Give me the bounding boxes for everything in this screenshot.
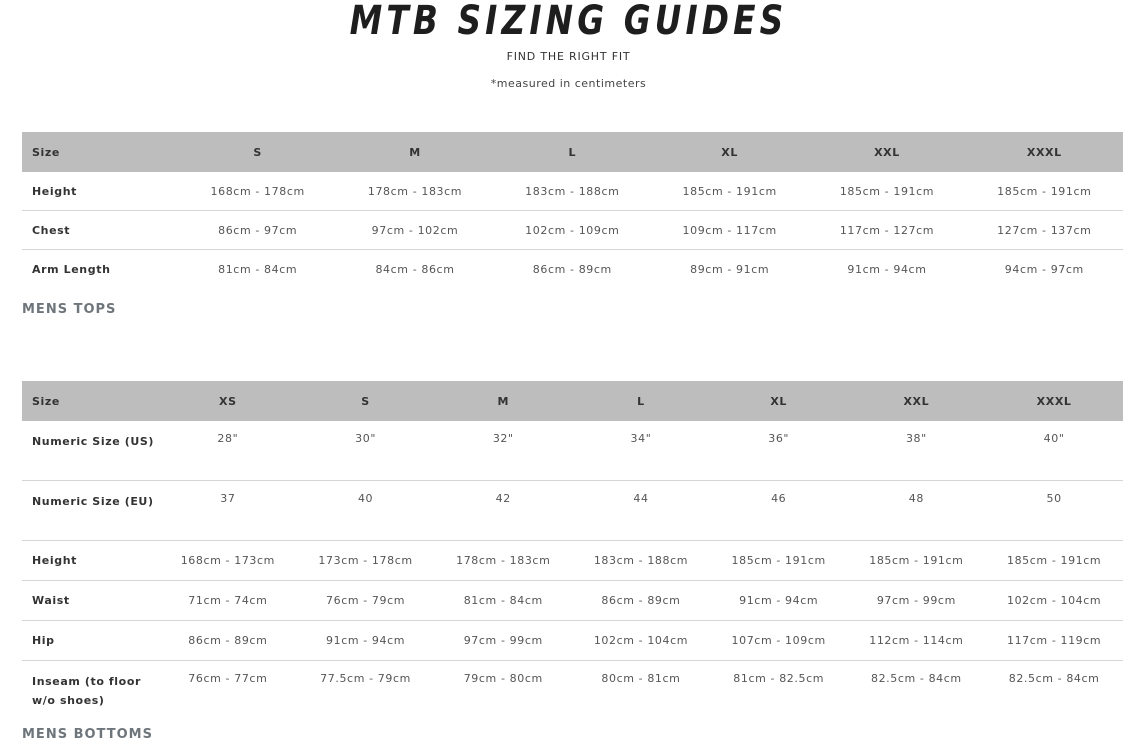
table-cell: 38" bbox=[848, 421, 986, 481]
table-cell: 86cm - 89cm bbox=[159, 621, 297, 661]
table-cell: 168cm - 173cm bbox=[159, 541, 297, 581]
table-cell: 34" bbox=[572, 421, 710, 481]
table-cell: 185cm - 191cm bbox=[985, 541, 1123, 581]
table-cell: 48 bbox=[848, 481, 986, 541]
table-cell: 91cm - 94cm bbox=[710, 581, 848, 621]
column-header: S bbox=[297, 381, 435, 421]
table-cell: 79cm - 80cm bbox=[463, 672, 543, 685]
table-cell: 102cm - 104cm bbox=[985, 581, 1123, 621]
table-cell: 94cm - 97cm bbox=[1004, 262, 1084, 276]
table-cell: 185cm - 191cm bbox=[848, 541, 986, 581]
column-header: Size bbox=[22, 132, 179, 172]
table-cell: 81cm - 84cm bbox=[434, 581, 572, 621]
column-header: L bbox=[572, 381, 710, 421]
column-header: XL bbox=[710, 381, 848, 421]
measurement-note: *measured in centimeters bbox=[490, 77, 647, 90]
table-cell: 102cm - 104cm bbox=[572, 621, 710, 661]
table-cell: 81cm - 82.5cm bbox=[733, 672, 825, 685]
column-header: XXXL bbox=[985, 381, 1123, 421]
column-header: XL bbox=[651, 132, 808, 172]
table-cell: 86cm - 89cm bbox=[532, 262, 612, 276]
table-cell: 86cm - 89cm bbox=[572, 581, 710, 621]
table-row bbox=[22, 581, 1123, 621]
column-header: XS bbox=[159, 381, 297, 421]
row-label: Chest bbox=[22, 211, 179, 250]
table-cell: 97cm - 99cm bbox=[848, 581, 986, 621]
table-cell: 127cm - 137cm bbox=[966, 211, 1123, 250]
table-cell: 40" bbox=[985, 421, 1123, 481]
column-header: XXXL bbox=[966, 132, 1123, 172]
table-cell: 178cm - 183cm bbox=[434, 541, 572, 581]
page-subtitle: FIND THE RIGHT FIT bbox=[506, 50, 631, 63]
table-cell: 76cm - 79cm bbox=[297, 581, 435, 621]
table-cell: 50 bbox=[985, 481, 1123, 541]
row-label: Arm Length bbox=[32, 262, 111, 276]
table-row bbox=[22, 621, 1123, 661]
table-cell: 91cm - 94cm bbox=[297, 621, 435, 661]
table-cell: 97cm - 99cm bbox=[434, 621, 572, 661]
table-cell: 112cm - 114cm bbox=[848, 621, 986, 661]
table-cell: 82.5cm - 84cm bbox=[1008, 672, 1100, 685]
table-cell: 42 bbox=[434, 481, 572, 541]
table-row bbox=[22, 172, 1123, 211]
table-cell: 40 bbox=[297, 481, 435, 541]
table-cell: 117cm - 127cm bbox=[808, 211, 965, 250]
table-cell: 32" bbox=[434, 421, 572, 481]
table-cell: 82.5cm - 84cm bbox=[870, 672, 962, 685]
column-header: L bbox=[494, 132, 651, 172]
table-cell: 183cm - 188cm bbox=[494, 172, 651, 211]
column-header: S bbox=[179, 132, 336, 172]
mens-tops-table bbox=[22, 132, 1123, 288]
row-label: Inseam (to floor w/o shoes) bbox=[32, 675, 142, 707]
row-label: Waist bbox=[22, 581, 159, 621]
table-cell: 183cm - 188cm bbox=[572, 541, 710, 581]
column-header: XXL bbox=[848, 381, 986, 421]
table-cell: 77.5cm - 79cm bbox=[320, 672, 411, 685]
table-header-row bbox=[22, 132, 1123, 172]
mens-bottoms-table bbox=[22, 381, 1123, 720]
table-cell: 109cm - 117cm bbox=[651, 211, 808, 250]
table-cell: 84cm - 86cm bbox=[375, 262, 455, 276]
table-cell: 91cm - 94cm bbox=[847, 262, 927, 276]
mens-bottoms-label: MENS BOTTOMS bbox=[22, 727, 153, 742]
row-label: Height bbox=[22, 541, 159, 581]
table-cell: 168cm - 178cm bbox=[179, 172, 336, 211]
table-cell: 173cm - 178cm bbox=[297, 541, 435, 581]
table-row bbox=[22, 421, 1123, 481]
table-row bbox=[22, 250, 1123, 289]
table-cell: 185cm - 191cm bbox=[651, 172, 808, 211]
column-header: M bbox=[336, 132, 493, 172]
table-cell: 86cm - 97cm bbox=[179, 211, 336, 250]
table-row bbox=[22, 481, 1123, 541]
table-cell: 102cm - 109cm bbox=[494, 211, 651, 250]
table-cell: 30" bbox=[297, 421, 435, 481]
table-cell: 97cm - 102cm bbox=[336, 211, 493, 250]
mens-tops-label: MENS TOPS bbox=[22, 302, 117, 317]
table-cell: 71cm - 74cm bbox=[159, 581, 297, 621]
page-title: MTB SIZING GUIDES bbox=[349, 0, 788, 44]
table-row bbox=[22, 661, 1123, 721]
column-header: XXL bbox=[808, 132, 965, 172]
table-cell: 28" bbox=[159, 421, 297, 481]
table-header-row bbox=[22, 381, 1123, 421]
table-cell: 37 bbox=[159, 481, 297, 541]
row-label: Hip bbox=[22, 621, 159, 661]
table-cell: 185cm - 191cm bbox=[966, 172, 1123, 211]
column-header: Size bbox=[22, 381, 159, 421]
table-cell: 36" bbox=[710, 421, 848, 481]
row-label: Numeric Size (US) bbox=[22, 421, 159, 481]
table-cell: 107cm - 109cm bbox=[710, 621, 848, 661]
table-row bbox=[22, 211, 1123, 250]
table-row bbox=[22, 541, 1123, 581]
table-cell: 80cm - 81cm bbox=[601, 672, 681, 685]
table-cell: 185cm - 191cm bbox=[808, 172, 965, 211]
table-cell: 185cm - 191cm bbox=[710, 541, 848, 581]
table-cell: 178cm - 183cm bbox=[336, 172, 493, 211]
table-cell: 117cm - 119cm bbox=[985, 621, 1123, 661]
row-label: Height bbox=[22, 172, 179, 211]
table-cell: 81cm - 84cm bbox=[218, 262, 298, 276]
column-header: M bbox=[434, 381, 572, 421]
row-label: Numeric Size (EU) bbox=[22, 481, 159, 541]
table-cell: 89cm - 91cm bbox=[690, 262, 770, 276]
table-cell: 46 bbox=[710, 481, 848, 541]
table-cell: 76cm - 77cm bbox=[188, 672, 268, 685]
table-cell: 44 bbox=[572, 481, 710, 541]
